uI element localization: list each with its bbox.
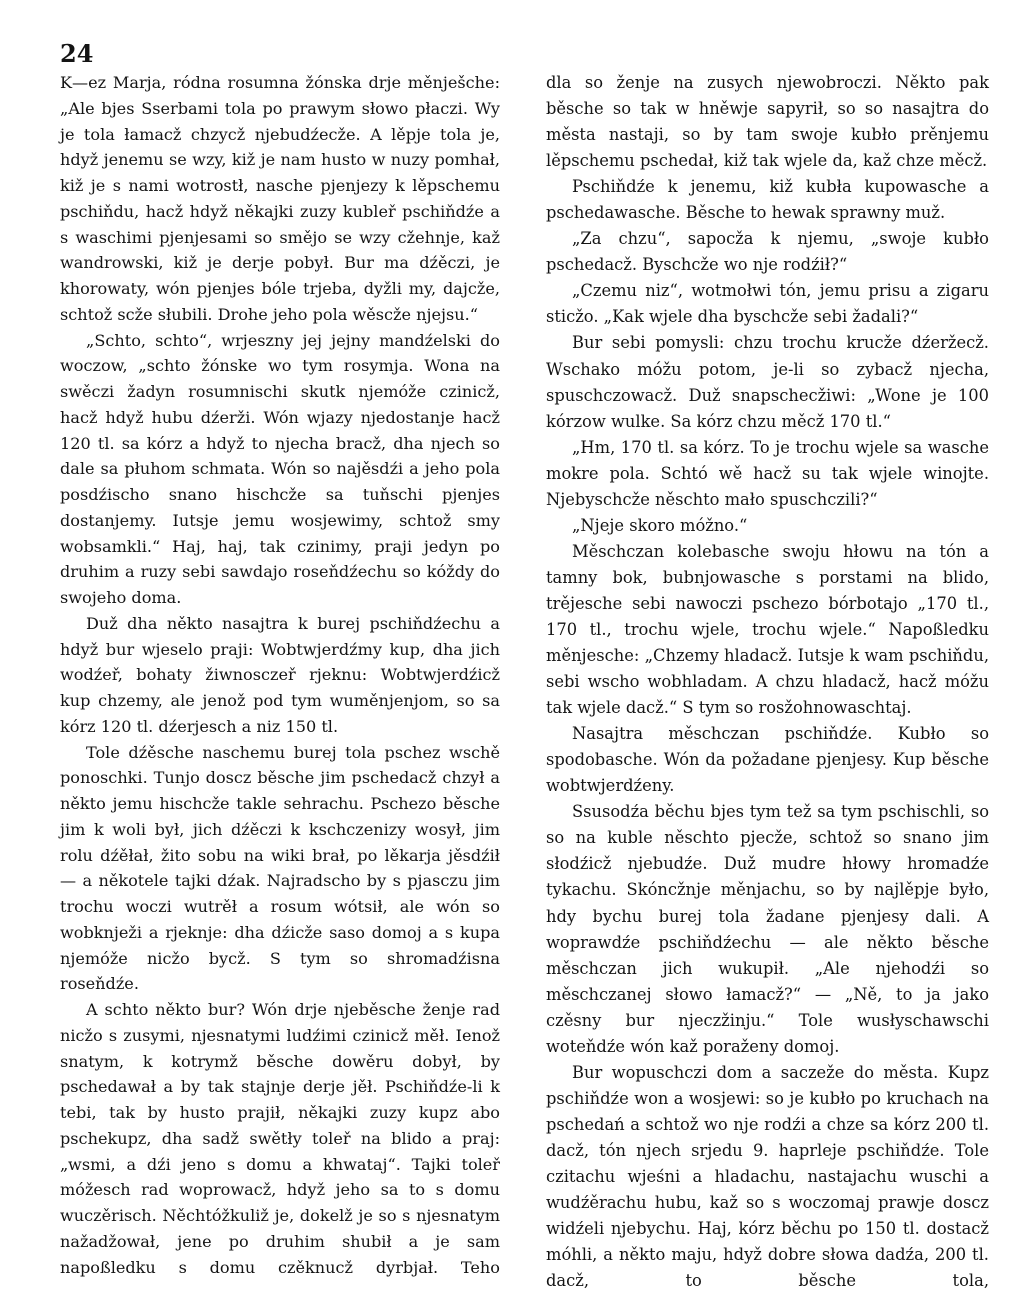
paragraph: Bur sebi pomysli: chzu trochu krucže dźeržecž. Wschako móžu potom, je-li so zybacž njecha, spuschczowacž. Duž snapschecžiwi: „Wone je 100 kórzow wulke. Sa kórz chzu měcž 170 tl.“: [546, 333, 989, 431]
paragraph: Pschiňdźe k jenemu, kiž kubła kupowasche a pschedawasche. Běsche to hewak sprawny muž.: [546, 177, 989, 223]
paragraph: Ssusodźa běchu bjes tym tež sa tym pschischli, so so na kuble něschto pjecže, schtož so snano jim słodźicž njebudźe. Duž mudre hłowy hromadźe tykachu. Skóncžnje měnjachu, so by najlěpje było, hdy bychu burej tola žadane pjenjesy dali. A woprawdźe pschiňdźechu — ale někto běsche měschczan jich wukupił. „Ale njehodźi so měschczanej słowo łamacž?“ — „Ně, to ja jako czěsny bur njeczžinju.“ Tole wusłyschawschi woteňdźe wón kaž poraženy domoj.: [546, 802, 989, 1056]
paragraph: Duž dha někto nasajtra k burej pschiňdźechu a hdyž bur wjeselo praji: Wobtwjerdźmy kup, dha jich wodźeř, bohaty žiwnosczeř rjeknu: Wobtwjerdźicž kup chzemy, ale jenož pod tym wuměnjenjom, so sa kórz 120 tl. dźerjesch a niz 150 tl.: [60, 613, 500, 736]
page-number: 24: [60, 39, 94, 68]
paragraph: „Schto, schto“, wrjeszny jej jejny mandźelski do woczow, „schto žónske wo tym rosymja. Wona na swěczi žadyn rosumnischi skutk njemóže czinicž, hacž hdyž hubu dźerži. Wón wjazy njedostanje hacž 120 tl. sa kórz a hdyž to njecha bracž, dha njech so dale sa płuhom schmata. Wón so najěsdźi a jeho pola posdźischo snano hischcže sa tuňschi pjenjes dostanjemy. Iutsje jemu wosjewimy, schtož smy wobsamkli.“ Haj, haj, tak czinimy, praji jedyn po druhim a ruzy sebi sawdajo roseňdźechu so kóždy do swojeho doma.: [60, 330, 500, 607]
paragraph: Tole dźěsche naschemu burej tola pschez wschě ponoschki. Tunjo doscz běsche jim pschedacž chzył a někto jemu hischcže takle sehrachu. Pschezo běsche jim k woli był, jich dźěczi k kschczenizy wosył, jim rolu dźěłał, žito sobu na wiki brał, po lěkarja jěsdźił — a někotele tajki dźak. Najradscho by s pjasczu jim trochu woczi wutrěł a rosum wótsił, ale wón so wobknježi a rjeknje: dha dźicže saso domoj a s kupa njemóže nicžo bycž. S tym so shromadźisna roseňdźe.: [60, 742, 500, 994]
paragraph: „Njeje skoro móžno.“: [572, 515, 748, 535]
paragraph: Bur wopuschczi dom a saczeže do města. Kupz pschiňdźe won a wosjewi: so je kubło po kruchach na pschedań a schtož wo nje rodźi a chze sa kórz 200 tl. dacž, tón njech srjedu 9. haprleje pschiňdźe. Tole czitachu wjeśni a hladachu, nastajachu wuschi a wudźěrachu hubu, kaž so s woczomaj prawje doscz widźeli njebychu. Haj, kórz běchu po 150 tl. dostacž móhli, a někto maju, hdyž dobre słowa dadźa, 200 tl. dacž, to běsche tola,: [546, 1062, 989, 1291]
paragraph: dla so ženje na zusych njewobroczi. Někto pak běsche so tak w hněwje sapyrił, so so nasajtra do města nastaji, so by tam swoje kubło prěnjemu lěpschemu pschedał, kiž tak wjele da, kaž chze měcž.: [546, 73, 989, 171]
paragraph: „Za chzu“, sapocža k njemu, „swoje kubło pschedacž. Byschcže wo nje rodźił?“: [546, 229, 989, 275]
right-column: [546, 70, 989, 1294]
left-column: [60, 70, 500, 1280]
paragraph: „Czemu niz“, wotmołwi tón, jemu prisu a zigaru sticžo. „Kak wjele dha byschcže sebi žadali?“: [546, 281, 989, 327]
paragraph: K—ez Marja, ródna rosumna žónska drje měnješche: „Ale bjes Sserbami tola po prawym słowo płaczi. Wy je tola łamacž chzycž njebudźecže. A lěpje tola je, hdyž jenemu se wzy, kiž je nam husto w nuzy pomhał, kiž je s nami wotrostł, nasche pjenjezy k lěpschemu pschiňdu, hacž hdyž někajki zuzy kubleř pschiňdźe a s waschimi pjenjesami so smějo se wzy cžehnje, kaž wandrowski, kiž je derje pobył. Bur ma dźěczi, je khorowaty, wón pjenjes bóle trjeba, dyžli my, dajcže, schtož scže słubili. Drohe jeho pola wěscže njejsu.“: [60, 73, 500, 324]
paragraph: A schto někto bur? Wón drje njeběsche ženje rad nicžo s zusymi, njesnatymi ludźimi czinicž měł. Ienož snatym, k kotrymž běsche dowěru dobył, by pschedawał a by tak stajnje derje jěł. Pschiňdźe-li k tebi, tak by husto prajił, někajki zuzy kupz abo pschekupz, dha sadž swětły toleř na blido a praj: „wsmi, a dźi jeno s domu a khwataj“. Tajki toleř móžesch rad woprowacž, hdyž jeho sa to s domu wuczěrisch. Něchtóžkuliž je, dokelž je so s njesnatym nažadžował, jene po druhim shubił a je sam napoßledku s domu czěknucž dyrbjał. Teho: [60, 1000, 500, 1277]
paragraph: Nasajtra měschczan pschiňdźe. Kubło so spodobasche. Wón da požadane pjenjesy. Kup běsche wobtwjerdźeny.: [546, 724, 989, 796]
paragraph: „Hm, 170 tl. sa kórz. To je trochu wjele sa wasche mokre pola. Schtó wě hacž su tak wjele winojte. Njebyschcže něschto mało spuschczili?“: [546, 437, 989, 509]
paragraph: Měschczan kolebasche swoju hłowu na tón a tamny bok, bubnjowasche s porstami na blido, trějesche sebi nawoczi pschezo bórbotajo „170 tl., 170 tl., trochu wjele, trochu wjele.“ Napoßledku měnjesche: „Chzemy hladacž. Iutsje k wam pschiňdu, sebi wscho wobhladam. A chzu hladacž, hacž móžu tak wjele dacž.“ S tym so rosžohnowaschtaj.: [546, 541, 989, 718]
